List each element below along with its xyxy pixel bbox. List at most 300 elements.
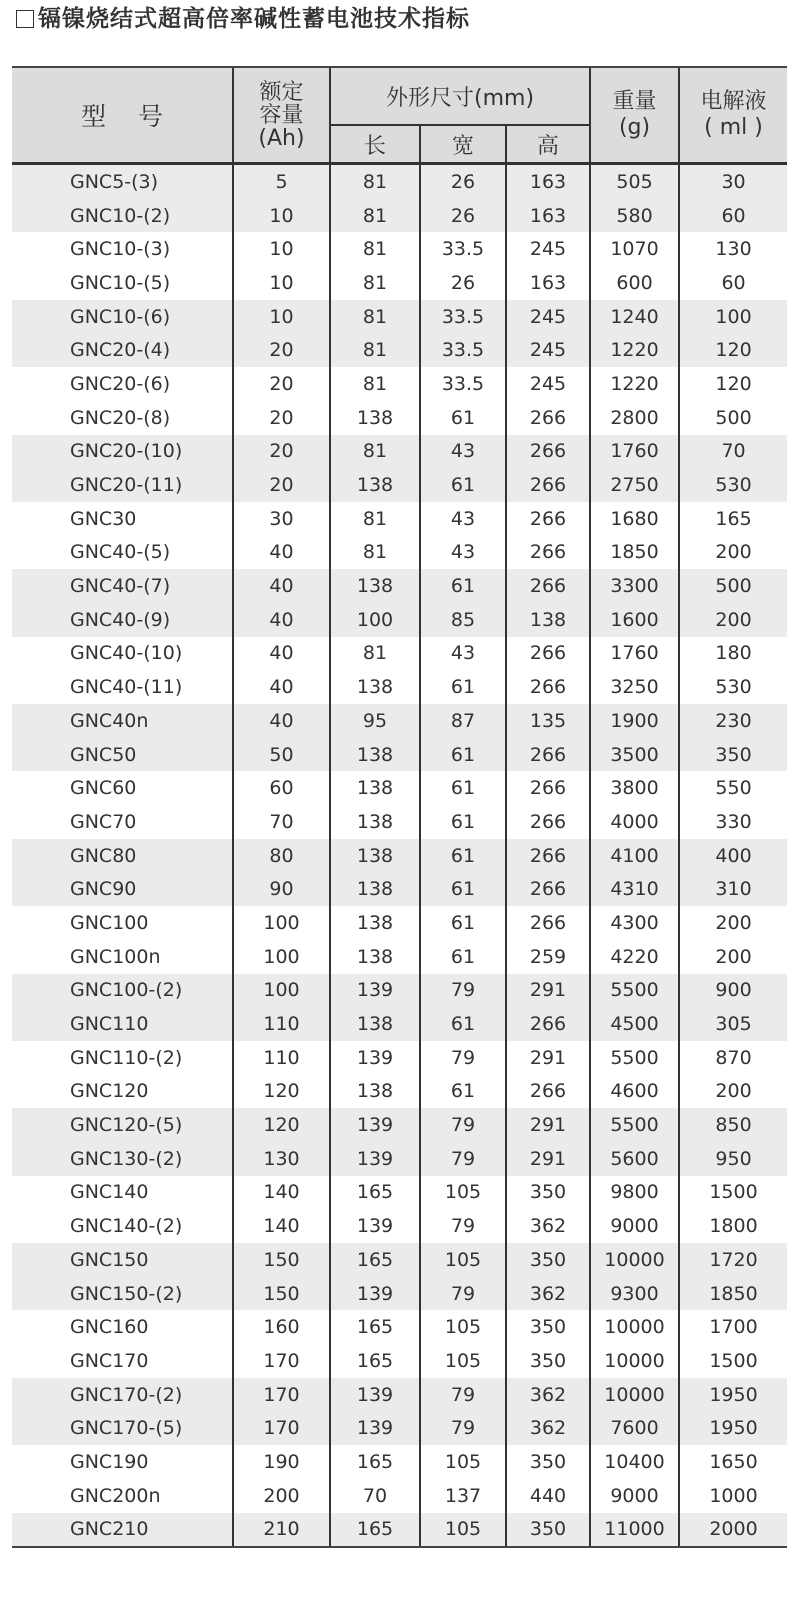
- cell-height: 138: [506, 603, 590, 637]
- cell-capacity: 110: [233, 1041, 330, 1075]
- cell-electrolyte: 900: [679, 974, 787, 1008]
- cell-weight: 5500: [590, 974, 679, 1008]
- cell-width: 85: [420, 603, 506, 637]
- cell-length: 138: [330, 401, 420, 435]
- table-row: [12, 502, 787, 536]
- cell-height: 266: [506, 536, 590, 570]
- cell-width: 105: [420, 1344, 506, 1378]
- cell-weight: 3800: [590, 771, 679, 805]
- cell-weight: 5500: [590, 1108, 679, 1142]
- cell-width: 87: [420, 704, 506, 738]
- table-row: [12, 637, 787, 671]
- cell-weight: 11000: [590, 1513, 679, 1548]
- cell-height: 350: [506, 1176, 590, 1210]
- cell-capacity: 150: [233, 1243, 330, 1277]
- cell-height: 291: [506, 1142, 590, 1176]
- cell-height: 350: [506, 1513, 590, 1548]
- table-row: [12, 1513, 787, 1548]
- cell-length: 138: [330, 670, 420, 704]
- cell-width: 33.5: [420, 300, 506, 334]
- cell-width: 79: [420, 1277, 506, 1311]
- cell-capacity: 10: [233, 266, 330, 300]
- cell-weight: 1240: [590, 300, 679, 334]
- cell-length: 139: [330, 974, 420, 1008]
- cell-weight: 1850: [590, 536, 679, 570]
- cell-model: GNC120: [70, 1080, 149, 1103]
- cell-height: 266: [506, 771, 590, 805]
- cell-length: 139: [330, 1041, 420, 1075]
- table-row: [12, 164, 787, 199]
- table-row: [12, 1176, 787, 1210]
- cell-width: 61: [420, 906, 506, 940]
- cell-length: 165: [330, 1344, 420, 1378]
- cell-electrolyte: 60: [679, 199, 787, 233]
- cell-capacity: 100: [233, 906, 330, 940]
- cell-electrolyte: 500: [679, 401, 787, 435]
- cell-height: 291: [506, 1108, 590, 1142]
- cell-electrolyte: 200: [679, 906, 787, 940]
- cell-electrolyte: 1720: [679, 1243, 787, 1277]
- cell-weight: 5500: [590, 1041, 679, 1075]
- cell-electrolyte: 400: [679, 839, 787, 873]
- cell-width: 33.5: [420, 333, 506, 367]
- cell-weight: 1900: [590, 704, 679, 738]
- cell-weight: 10000: [590, 1310, 679, 1344]
- cell-model: GNC160: [70, 1316, 149, 1339]
- cell-height: 163: [506, 199, 590, 233]
- table-row: [12, 266, 787, 300]
- cell-weight: 2750: [590, 468, 679, 502]
- cell-model: GNC10-(6): [12, 300, 233, 334]
- cell-electrolyte: 850: [679, 1108, 787, 1142]
- cell-height: 350: [506, 1310, 590, 1344]
- cell-electrolyte: 1800: [679, 1209, 787, 1243]
- cell-electrolyte: 200: [679, 940, 787, 974]
- cell-height: 266: [506, 435, 590, 469]
- cell-capacity: 20: [233, 468, 330, 502]
- cell-model: GNC40n: [12, 704, 233, 738]
- table-row: [12, 1310, 787, 1344]
- cell-electrolyte: 870: [679, 1041, 787, 1075]
- cell-height: 259: [506, 940, 590, 974]
- cell-width: 79: [420, 1209, 506, 1243]
- page-title: [16, 4, 470, 34]
- cell-width: 79: [420, 1108, 506, 1142]
- cell-length: 139: [330, 1142, 420, 1176]
- cell-electrolyte: 1000: [679, 1479, 787, 1513]
- cell-height: 362: [506, 1411, 590, 1445]
- cell-weight: 1760: [590, 637, 679, 671]
- cell-weight: 1600: [590, 603, 679, 637]
- cell-electrolyte: 100: [679, 300, 787, 334]
- cell-width: 43: [420, 536, 506, 570]
- cell-electrolyte: 30: [679, 164, 787, 199]
- cell-length: 81: [330, 232, 420, 266]
- cell-width: 61: [420, 805, 506, 839]
- cell-capacity: 190: [233, 1445, 330, 1479]
- cell-model: GNC80: [12, 839, 233, 873]
- cell-length: 81: [330, 367, 420, 401]
- cell-model: GNC140-(2): [70, 1215, 183, 1238]
- cell-length: 138: [330, 738, 420, 772]
- cell-electrolyte: 200: [679, 1075, 787, 1109]
- cell-weight: 9000: [590, 1479, 679, 1513]
- cell-length: 139: [330, 1411, 420, 1445]
- cell-length: 138: [330, 1007, 420, 1041]
- cell-height: 266: [506, 906, 590, 940]
- cell-width: 61: [420, 771, 506, 805]
- cell-weight: 505: [590, 164, 679, 199]
- table-row: [12, 300, 787, 334]
- cell-model: GNC40-(9): [12, 603, 233, 637]
- table-row: [12, 940, 787, 974]
- cell-capacity: 30: [233, 502, 330, 536]
- table-row: [12, 704, 787, 738]
- cell-length: 81: [330, 435, 420, 469]
- cell-width: 43: [420, 502, 506, 536]
- cell-length: 138: [330, 468, 420, 502]
- cell-model: GNC60: [70, 777, 137, 800]
- cell-weight: 2800: [590, 401, 679, 435]
- cell-model: GNC170: [70, 1349, 149, 1372]
- cell-electrolyte: 120: [679, 367, 787, 401]
- cell-capacity: 120: [233, 1075, 330, 1109]
- table-row: [12, 1041, 787, 1075]
- table-row: [12, 738, 787, 772]
- cell-electrolyte: 530: [679, 468, 787, 502]
- cell-electrolyte: 1850: [679, 1277, 787, 1311]
- cell-height: 245: [506, 333, 590, 367]
- cell-capacity: 60: [233, 771, 330, 805]
- cell-height: 350: [506, 1344, 590, 1378]
- cell-electrolyte: 130: [679, 232, 787, 266]
- cell-capacity: 70: [233, 805, 330, 839]
- cell-length: 165: [330, 1310, 420, 1344]
- cell-capacity: 40: [233, 569, 330, 603]
- cell-capacity: 150: [233, 1277, 330, 1311]
- cell-length: 81: [330, 300, 420, 334]
- battery-spec-table: [12, 66, 787, 1548]
- cell-capacity: 10: [233, 232, 330, 266]
- cell-model: GNC50: [12, 738, 233, 772]
- cell-length: 138: [330, 771, 420, 805]
- cell-length: 139: [330, 1209, 420, 1243]
- cell-electrolyte: 310: [679, 872, 787, 906]
- table-row: [12, 199, 787, 233]
- table-row: [12, 1344, 787, 1378]
- cell-capacity: 10: [233, 300, 330, 334]
- cell-weight: 9000: [590, 1209, 679, 1243]
- cell-electrolyte: 1950: [679, 1378, 787, 1412]
- cell-width: 61: [420, 839, 506, 873]
- cell-length: 70: [330, 1479, 420, 1513]
- cell-weight: 3300: [590, 569, 679, 603]
- cell-height: 362: [506, 1209, 590, 1243]
- cell-width: 61: [420, 738, 506, 772]
- cell-model: GNC130-(2): [12, 1142, 233, 1176]
- table-row: [12, 468, 787, 502]
- cell-height: 163: [506, 164, 590, 199]
- cell-electrolyte: 530: [679, 670, 787, 704]
- cell-length: 165: [330, 1445, 420, 1479]
- cell-weight: 600: [590, 266, 679, 300]
- cell-width: 79: [420, 974, 506, 1008]
- table-row: [12, 1108, 787, 1142]
- cell-width: 61: [420, 1075, 506, 1109]
- cell-model: GNC120-(5): [12, 1108, 233, 1142]
- cell-model: GNC210: [12, 1513, 233, 1548]
- table-row: [12, 1007, 787, 1041]
- cell-model: GNC100n: [70, 945, 161, 968]
- cell-length: 138: [330, 1075, 420, 1109]
- cell-capacity: 40: [233, 603, 330, 637]
- cell-capacity: 210: [233, 1513, 330, 1548]
- header-model: 型 号: [12, 67, 233, 164]
- cell-weight: 4100: [590, 839, 679, 873]
- table-body: [12, 164, 787, 1548]
- cell-electrolyte: 500: [679, 569, 787, 603]
- cell-electrolyte: 550: [679, 771, 787, 805]
- cell-length: 95: [330, 704, 420, 738]
- cell-capacity: 160: [233, 1310, 330, 1344]
- cell-model: GNC170-(5): [12, 1411, 233, 1445]
- cell-weight: 1220: [590, 333, 679, 367]
- cell-capacity: 40: [233, 536, 330, 570]
- cell-height: 362: [506, 1378, 590, 1412]
- cell-model: GNC40-(5): [70, 541, 171, 564]
- table-row: [12, 569, 787, 603]
- cell-model: GNC5-(3): [12, 164, 233, 199]
- cell-weight: 1680: [590, 502, 679, 536]
- cell-electrolyte: 165: [679, 502, 787, 536]
- cell-height: 362: [506, 1277, 590, 1311]
- cell-height: 266: [506, 502, 590, 536]
- header-height: 高: [506, 125, 590, 164]
- cell-weight: 10000: [590, 1378, 679, 1412]
- cell-electrolyte: 2000: [679, 1513, 787, 1548]
- cell-electrolyte: 950: [679, 1142, 787, 1176]
- cell-length: 81: [330, 502, 420, 536]
- cell-electrolyte: 1500: [679, 1344, 787, 1378]
- cell-model: GNC40-(10): [70, 642, 183, 665]
- cell-width: 137: [420, 1479, 506, 1513]
- table-row: [12, 805, 787, 839]
- cell-model: GNC200n: [70, 1484, 161, 1507]
- cell-width: 79: [420, 1142, 506, 1176]
- cell-model: GNC20-(6): [70, 372, 171, 395]
- cell-height: 245: [506, 367, 590, 401]
- table-row: [12, 1378, 787, 1412]
- cell-capacity: 20: [233, 367, 330, 401]
- cell-length: 100: [330, 603, 420, 637]
- table-row: [12, 232, 787, 266]
- cell-height: 163: [506, 266, 590, 300]
- cell-length: 138: [330, 940, 420, 974]
- cell-width: 105: [420, 1513, 506, 1548]
- table-row: [12, 1142, 787, 1176]
- cell-height: 350: [506, 1243, 590, 1277]
- cell-length: 138: [330, 872, 420, 906]
- table-row: [12, 1479, 787, 1513]
- cell-electrolyte: 230: [679, 704, 787, 738]
- cell-capacity: 170: [233, 1344, 330, 1378]
- cell-length: 81: [330, 164, 420, 199]
- cell-model: GNC70: [70, 810, 137, 833]
- cell-length: 81: [330, 266, 420, 300]
- cell-width: 79: [420, 1411, 506, 1445]
- cell-electrolyte: 1700: [679, 1310, 787, 1344]
- cell-width: 105: [420, 1243, 506, 1277]
- cell-height: 266: [506, 637, 590, 671]
- cell-weight: 10400: [590, 1445, 679, 1479]
- cell-weight: 9300: [590, 1277, 679, 1311]
- table-row: [12, 1277, 787, 1311]
- cell-height: 266: [506, 872, 590, 906]
- cell-length: 165: [330, 1513, 420, 1548]
- cell-weight: 10000: [590, 1243, 679, 1277]
- cell-weight: 4500: [590, 1007, 679, 1041]
- cell-electrolyte: 1950: [679, 1411, 787, 1445]
- table-row: [12, 974, 787, 1008]
- cell-width: 26: [420, 199, 506, 233]
- cell-width: 105: [420, 1310, 506, 1344]
- cell-capacity: 140: [233, 1209, 330, 1243]
- cell-height: 245: [506, 232, 590, 266]
- cell-model: GNC140: [70, 1181, 149, 1204]
- cell-capacity: 120: [233, 1108, 330, 1142]
- cell-height: 245: [506, 300, 590, 334]
- table-row: [12, 367, 787, 401]
- cell-height: 266: [506, 738, 590, 772]
- cell-model: GNC20-(8): [70, 406, 171, 429]
- table-row: [12, 536, 787, 570]
- cell-height: 266: [506, 468, 590, 502]
- cell-model: GNC170-(2): [12, 1378, 233, 1412]
- cell-electrolyte: 60: [679, 266, 787, 300]
- cell-model: GNC20-(10): [12, 435, 233, 469]
- cell-height: 266: [506, 1007, 590, 1041]
- cell-weight: 10000: [590, 1344, 679, 1378]
- cell-width: 105: [420, 1445, 506, 1479]
- cell-length: 138: [330, 805, 420, 839]
- header-length: 长: [330, 125, 420, 164]
- cell-length: 138: [330, 906, 420, 940]
- cell-length: 139: [330, 1378, 420, 1412]
- cell-width: 61: [420, 940, 506, 974]
- cell-capacity: 50: [233, 738, 330, 772]
- cell-model: GNC40-(11): [70, 676, 183, 699]
- cell-model: GNC110: [12, 1007, 233, 1041]
- cell-height: 266: [506, 1075, 590, 1109]
- cell-width: 79: [420, 1378, 506, 1412]
- cell-height: 266: [506, 670, 590, 704]
- cell-model: GNC10-(5): [70, 271, 171, 294]
- cell-width: 33.5: [420, 232, 506, 266]
- page-title-text: 镉镍烧结式超高倍率碱性蓄电池技术指标: [38, 6, 470, 32]
- header-dimensions: 外形尺寸(mm): [330, 67, 590, 125]
- cell-width: 61: [420, 569, 506, 603]
- cell-model: GNC30: [70, 507, 137, 530]
- cell-height: 266: [506, 805, 590, 839]
- cell-electrolyte: 200: [679, 603, 787, 637]
- cell-weight: 1760: [590, 435, 679, 469]
- cell-width: 79: [420, 1041, 506, 1075]
- cell-electrolyte: 180: [679, 637, 787, 671]
- cell-width: 43: [420, 637, 506, 671]
- cell-weight: 3250: [590, 670, 679, 704]
- cell-width: 61: [420, 401, 506, 435]
- table-row: [12, 670, 787, 704]
- table-row: [12, 333, 787, 367]
- cell-electrolyte: 1500: [679, 1176, 787, 1210]
- cell-model: GNC40-(7): [12, 569, 233, 603]
- cell-capacity: 80: [233, 839, 330, 873]
- cell-height: 291: [506, 1041, 590, 1075]
- cell-length: 139: [330, 1277, 420, 1311]
- cell-model: GNC10-(2): [12, 199, 233, 233]
- cell-weight: 5600: [590, 1142, 679, 1176]
- cell-length: 165: [330, 1243, 420, 1277]
- table-row: [12, 435, 787, 469]
- cell-width: 61: [420, 1007, 506, 1041]
- cell-electrolyte: 330: [679, 805, 787, 839]
- cell-model: GNC190: [70, 1450, 149, 1473]
- cell-weight: 4000: [590, 805, 679, 839]
- cell-model: GNC90: [12, 872, 233, 906]
- table-row: [12, 1209, 787, 1243]
- cell-width: 61: [420, 872, 506, 906]
- cell-width: 26: [420, 164, 506, 199]
- cell-weight: 7600: [590, 1411, 679, 1445]
- cell-width: 43: [420, 435, 506, 469]
- cell-height: 135: [506, 704, 590, 738]
- cell-weight: 4600: [590, 1075, 679, 1109]
- cell-model: GNC100: [70, 911, 149, 934]
- cell-length: 81: [330, 333, 420, 367]
- cell-model: GNC20-(4): [12, 333, 233, 367]
- cell-capacity: 20: [233, 333, 330, 367]
- table-row: [12, 872, 787, 906]
- cell-height: 440: [506, 1479, 590, 1513]
- cell-capacity: 40: [233, 704, 330, 738]
- cell-width: 105: [420, 1176, 506, 1210]
- header-width: 宽: [420, 125, 506, 164]
- cell-capacity: 40: [233, 637, 330, 671]
- cell-width: 61: [420, 468, 506, 502]
- table-row: [12, 906, 787, 940]
- cell-width: 61: [420, 670, 506, 704]
- cell-capacity: 170: [233, 1378, 330, 1412]
- cell-length: 139: [330, 1108, 420, 1142]
- cell-electrolyte: 305: [679, 1007, 787, 1041]
- cell-weight: 1070: [590, 232, 679, 266]
- table-row: [12, 771, 787, 805]
- cell-capacity: 40: [233, 670, 330, 704]
- cell-capacity: 20: [233, 401, 330, 435]
- cell-height: 266: [506, 839, 590, 873]
- header-capacity: 额定 容量 (Ah): [233, 67, 330, 164]
- cell-length: 138: [330, 569, 420, 603]
- header-electrolyte: 电解液 ( ml ): [679, 67, 787, 164]
- table-row: [12, 401, 787, 435]
- cell-model: GNC20-(11): [12, 468, 233, 502]
- cell-weight: 3500: [590, 738, 679, 772]
- cell-height: 266: [506, 569, 590, 603]
- cell-model: GNC150: [12, 1243, 233, 1277]
- cell-capacity: 5: [233, 164, 330, 199]
- cell-electrolyte: 70: [679, 435, 787, 469]
- cell-weight: 4300: [590, 906, 679, 940]
